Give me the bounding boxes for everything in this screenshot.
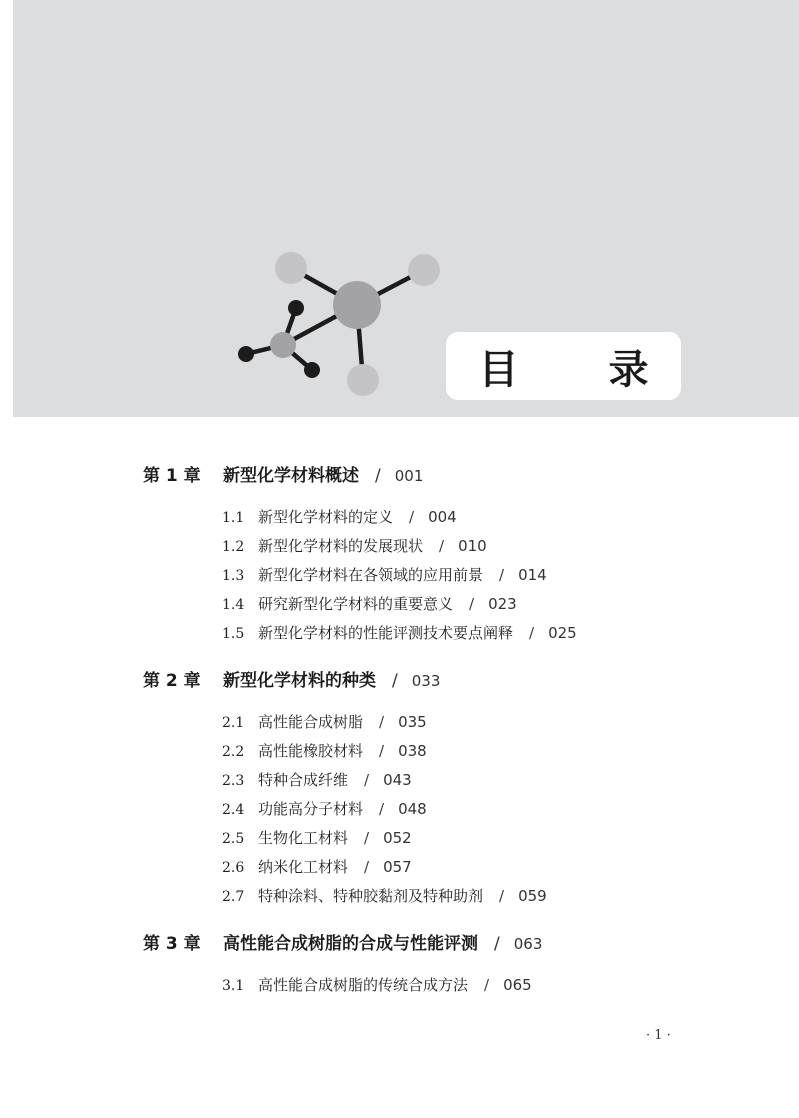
section-title: 高性能合成树脂: [258, 713, 364, 731]
page-number: 023: [488, 595, 517, 613]
separator: /: [379, 742, 385, 760]
section-entry[interactable]: [222, 620, 577, 646]
section-entry[interactable]: [222, 854, 412, 880]
separator: /: [379, 713, 385, 731]
separator: /: [529, 624, 535, 642]
chapter-1-entry[interactable]: [143, 461, 423, 491]
section-number: 1.4: [222, 597, 245, 613]
page-number: 033: [411, 672, 441, 690]
title-box: [446, 332, 687, 400]
section-entry[interactable]: [222, 825, 412, 851]
section-entry[interactable]: [222, 562, 547, 588]
page-number: 038: [398, 742, 427, 760]
separator: /: [364, 829, 370, 847]
atom-large: [333, 281, 381, 329]
section-number: 1.3: [222, 568, 245, 584]
section-title: 新型化学材料在各领域的应用前景: [258, 566, 484, 584]
separator: /: [499, 887, 505, 905]
section-entry[interactable]: [222, 883, 547, 909]
chapter-title: 新型化学材料概述: [223, 466, 359, 486]
section-title: 新型化学材料的发展现状: [258, 537, 424, 555]
page-footer-number: · 1 ·: [646, 1028, 671, 1043]
atom-light: [408, 254, 440, 286]
separator: /: [392, 671, 398, 691]
page-number: 043: [383, 771, 412, 789]
section-number: 2.1: [222, 715, 245, 731]
section-title: 高性能合成树脂的传统合成方法: [258, 976, 469, 994]
section-entry[interactable]: [222, 591, 517, 617]
section-title: 纳米化工材料: [258, 858, 349, 876]
separator: /: [484, 976, 490, 994]
section-title: 特种涂料、特种胶黏剂及特种助剂: [258, 887, 484, 905]
section-title: 特种合成纤维: [258, 771, 349, 789]
page-number: 004: [428, 508, 457, 526]
separator: /: [499, 566, 505, 584]
chapter-3-entry[interactable]: [143, 929, 542, 959]
section-entry[interactable]: [222, 796, 427, 822]
section-number: 2.6: [222, 860, 245, 876]
atom-dark: [238, 346, 254, 362]
section-number: 2.7: [222, 889, 245, 905]
atom-light: [275, 252, 307, 284]
separator: /: [375, 466, 381, 486]
section-title: 生物化工材料: [258, 829, 349, 847]
atom-dark: [288, 300, 304, 316]
separator: /: [379, 800, 385, 818]
page-number: 010: [458, 537, 487, 555]
separator: /: [469, 595, 475, 613]
separator: /: [364, 858, 370, 876]
section-title: 新型化学材料的定义: [258, 508, 394, 526]
section-number: 1.2: [222, 539, 245, 555]
page-number: 052: [383, 829, 412, 847]
section-title: 功能高分子材料: [258, 800, 364, 818]
chapter-label: 第 1 章: [143, 466, 201, 486]
chapter-label: 第 3 章: [143, 934, 201, 954]
section-entry[interactable]: [222, 533, 487, 559]
section-number: 2.4: [222, 802, 245, 818]
section-number: 1.5: [222, 626, 245, 642]
section-number: 2.2: [222, 744, 245, 760]
chapter-2-entry[interactable]: [143, 666, 440, 696]
atom-light: [347, 364, 379, 396]
chapter-label: 第 2 章: [143, 671, 201, 691]
section-entry[interactable]: [222, 767, 412, 793]
section-entry[interactable]: [222, 972, 532, 998]
separator: /: [494, 934, 500, 954]
chapter-title: 高性能合成树脂的合成与性能评测: [223, 934, 478, 954]
chapter-title: 新型化学材料的种类: [223, 671, 376, 691]
page-title: 目 录: [478, 345, 687, 393]
section-title: 新型化学材料的性能评测技术要点阐释: [258, 624, 514, 642]
page-number: 014: [518, 566, 547, 584]
page-number: 048: [398, 800, 427, 818]
section-number: 2.3: [222, 773, 245, 789]
section-title: 研究新型化学材料的重要意义: [258, 595, 454, 613]
page-number: 063: [513, 935, 543, 953]
section-number: 1.1: [222, 510, 245, 526]
separator: /: [364, 771, 370, 789]
separator: /: [409, 508, 415, 526]
atom-medium: [270, 332, 296, 358]
page-number: 025: [548, 624, 577, 642]
section-entry[interactable]: [222, 504, 457, 530]
page-number: 059: [518, 887, 547, 905]
section-title: 高性能橡胶材料: [258, 742, 364, 760]
section-entry[interactable]: [222, 709, 427, 735]
section-entry[interactable]: [222, 738, 427, 764]
page-number: 001: [394, 467, 424, 485]
section-number: 2.5: [222, 831, 245, 847]
page-number: 035: [398, 713, 427, 731]
section-number: 3.1: [222, 978, 245, 994]
separator: /: [439, 537, 445, 555]
atom-dark: [304, 362, 320, 378]
page-number: 057: [383, 858, 412, 876]
page-number: 065: [503, 976, 532, 994]
